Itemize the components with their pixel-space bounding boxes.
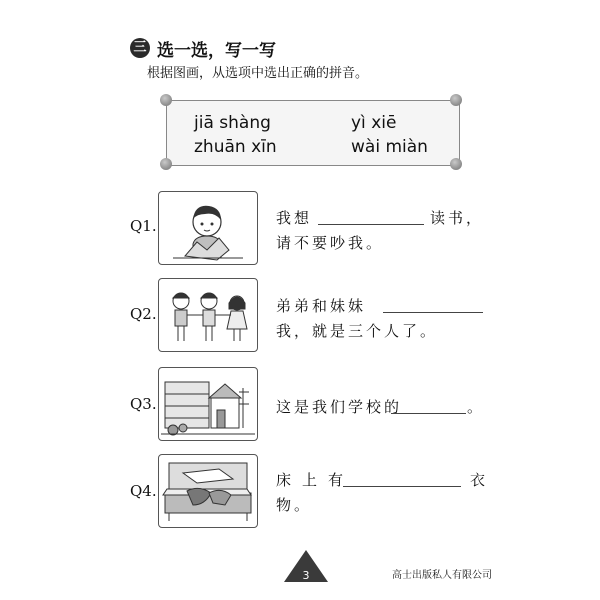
section-title: 选一选，写一写 bbox=[157, 41, 276, 61]
question-4-line-1: 床上有 bbox=[276, 471, 355, 489]
question-image-bed bbox=[158, 454, 258, 528]
pin-icon bbox=[160, 158, 172, 170]
page-number: 3 bbox=[302, 569, 310, 582]
option-wai-mian: wài miàn bbox=[351, 137, 428, 157]
question-4-line-1-end: 衣 bbox=[470, 471, 489, 489]
question-1-line-1-end: 读书， bbox=[430, 209, 485, 227]
answer-blank[interactable] bbox=[391, 413, 466, 414]
boy-reading-icon bbox=[159, 192, 257, 264]
option-yi-xie: yì xiē bbox=[351, 113, 397, 133]
section-number-badge: 三 bbox=[130, 38, 150, 58]
three-children-icon bbox=[159, 279, 257, 351]
question-image-boy-reading bbox=[158, 191, 258, 265]
option-zhuan-xin: zhuān xīn bbox=[194, 137, 277, 157]
question-2-line-1: 弟弟和妹妹 bbox=[276, 297, 367, 315]
question-image-three-children bbox=[158, 278, 258, 352]
section-instruction: 根据图画，从选项中选出正确的拼音。 bbox=[147, 66, 369, 81]
pin-icon bbox=[450, 94, 462, 106]
question-label: Q1. bbox=[130, 217, 157, 235]
publisher-name: 高士出版私人有限公司 bbox=[392, 570, 492, 581]
question-label: Q2. bbox=[130, 305, 157, 323]
question-1-line-2: 请不要吵我。 bbox=[276, 234, 385, 252]
pin-icon bbox=[160, 94, 172, 106]
question-3-line-1: 这是我们学校的 bbox=[276, 398, 403, 416]
question-label: Q3. bbox=[130, 395, 157, 413]
answer-blank[interactable] bbox=[383, 312, 483, 313]
question-label: Q4. bbox=[130, 482, 157, 500]
question-text: 我想 bbox=[276, 209, 313, 227]
pin-icon bbox=[450, 158, 462, 170]
question-4-line-2: 物。 bbox=[276, 496, 313, 514]
answer-blank[interactable] bbox=[343, 486, 461, 487]
bed-with-clothes-icon bbox=[159, 455, 257, 527]
question-image-school bbox=[158, 367, 258, 441]
question-2-line-2: 我，就是三个人了。 bbox=[276, 322, 439, 340]
answer-blank[interactable] bbox=[318, 224, 424, 225]
option-jia-shang: jiā shàng bbox=[194, 113, 271, 133]
question-3-line-1-end: 。 bbox=[467, 398, 486, 416]
school-building-icon bbox=[159, 368, 257, 440]
